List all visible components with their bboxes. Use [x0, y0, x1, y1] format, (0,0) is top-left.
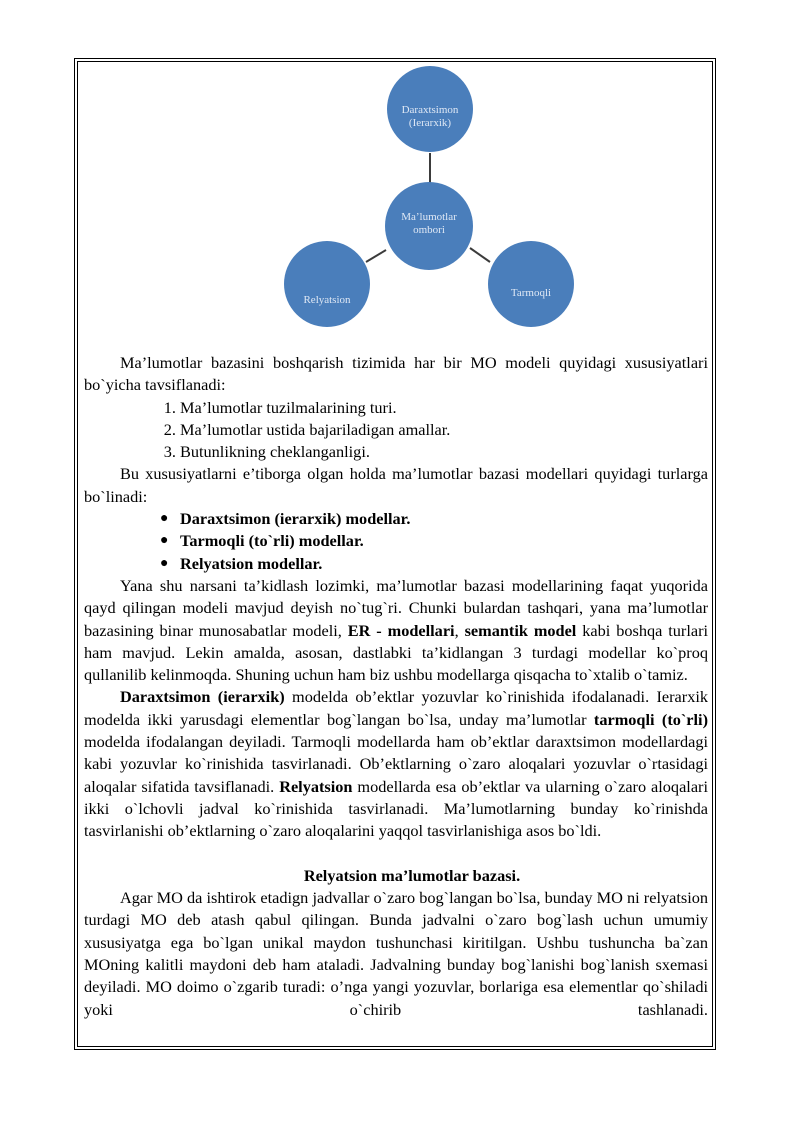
models-paragraph: Yana shu narsani ta’kidlash lozimki, ma’lumotlar bazasi modellarining faqat yuqorida qayd qilingan modeli mavjud deyish no`tug`ri. Chunki bulardan tashqari, yana ma’lumotlar bazasining binar munosabatlar modeli, ER - modellari, semantik model kabi boshqa turlari ham mavjud. Lekin amalda, asosan, dastlabki ta’kidlangan 3 turdagi modellar ko`proq qullanilib kelinmoqda. Shuning uchun ham biz ushbu modellarga qisqacha to`xtalib o`tamiz.	[84, 575, 708, 685]
list-item: ● Relyatsion modellar.	[84, 553, 708, 575]
list-item: ● Tarmoqli (to`rli) modellar.	[84, 530, 708, 552]
intro-paragraph: Ma’lumotlar bazasini boshqarish tizimida har bir MO modeli quyidagi xususiyatlari bo`yicha tavsiflanadi:	[84, 353, 708, 395]
types-paragraph: Bu xususiyatlarni e’tiborga olgan holda ma’lumotlar bazasi modellari quyidagi turlarga bo`linadi:	[84, 464, 708, 506]
bullet-list	[84, 508, 708, 575]
connector-right	[470, 248, 490, 262]
node-top	[387, 66, 473, 152]
node-top-line2: (Ierarxik)	[408, 117, 452, 129]
document-body	[84, 352, 708, 1044]
connector-left	[366, 250, 386, 262]
bullet-icon: ●	[160, 555, 169, 571]
list-item: 3. Butunlikning cheklanganligi.	[163, 442, 370, 462]
node-right	[488, 241, 574, 327]
list-item: 2. Ma’lumotlar ustida bajariladigan amallar.	[163, 419, 451, 439]
bullet-icon: ●	[160, 511, 169, 527]
database-models-diagram	[0, 0, 800, 340]
relational-paragraph: Agar MO da ishtirok etadign jadvallar o`zaro bog`langan bo`lsa, bunday MO ni relyatsion turdagi MO deb atash qabul qilingan. Bunda jadvalni o`zaro bog`lash uchun umumiy xususiyatga ega bo`lgan unikal maydon tushunchasi kiritilgan. Ushbu tushuncha ba`zan MOning kalitli maydoni deb ham ataladi. Jadvalning bunday bog`lanishi bog`lanish sxemasi deyiladi. MO doimo o`zgarib turadi: o’nga yangi yozuvlar, borlariga esa elementlar qo`shiladi yoki o`chirib tashlanadi.	[84, 888, 708, 1019]
node-right-label: Tarmoqli	[510, 287, 552, 299]
node-center-line2: ombori	[413, 224, 445, 236]
node-center-line1: Ma’lumotlar	[401, 211, 457, 223]
node-center	[385, 182, 473, 270]
bullet-icon: ●	[160, 533, 169, 549]
node-left	[284, 241, 370, 327]
list-item: 1. Ma’lumotlar tuzilmalarining turi.	[163, 397, 397, 417]
section-heading: Relyatsion ma’lumotlar bazasi.	[303, 865, 521, 885]
list-item: ● Daraxtsimon (ierarxik) modellar.	[84, 508, 708, 530]
description-paragraph: Daraxtsimon (ierarxik) modelda ob’ektlar yozuvlar ko`rinishida ifodalanadi. Ierarxik modelda ikki yarusdagi elementlar bog`langan bo`lsa, unday ma’lumotlar tarmoqli (to`rli) modelda ifodalangan deyiladi. Tarmoqli modellarda ham ob’ektlar daraxtsimon modellardagi kabi yozuvlar ko`rinishida tasvirlanadi. Ob’ektlarning o`zaro aloqalari yozuvlar o`rtasidagi aloqalar sifatida tavsiflanadi. Relyatsion modellarda esa ob’ektlar va ularning o`zaro aloqalari ikki o`lchovli jadval ko`rinishida tasvirlanadi. Ma’lumotlarning bunday ko`rinishda tasvirlanishi ob’ektlarning o`zaro aloqalarini yaqqol tasvirlanishiga asos bo`ldi.	[84, 687, 708, 841]
node-left-label: Relyatsion	[303, 294, 351, 306]
numbered-list	[84, 397, 708, 464]
node-top-line1: Daraxtsimon	[401, 104, 459, 116]
